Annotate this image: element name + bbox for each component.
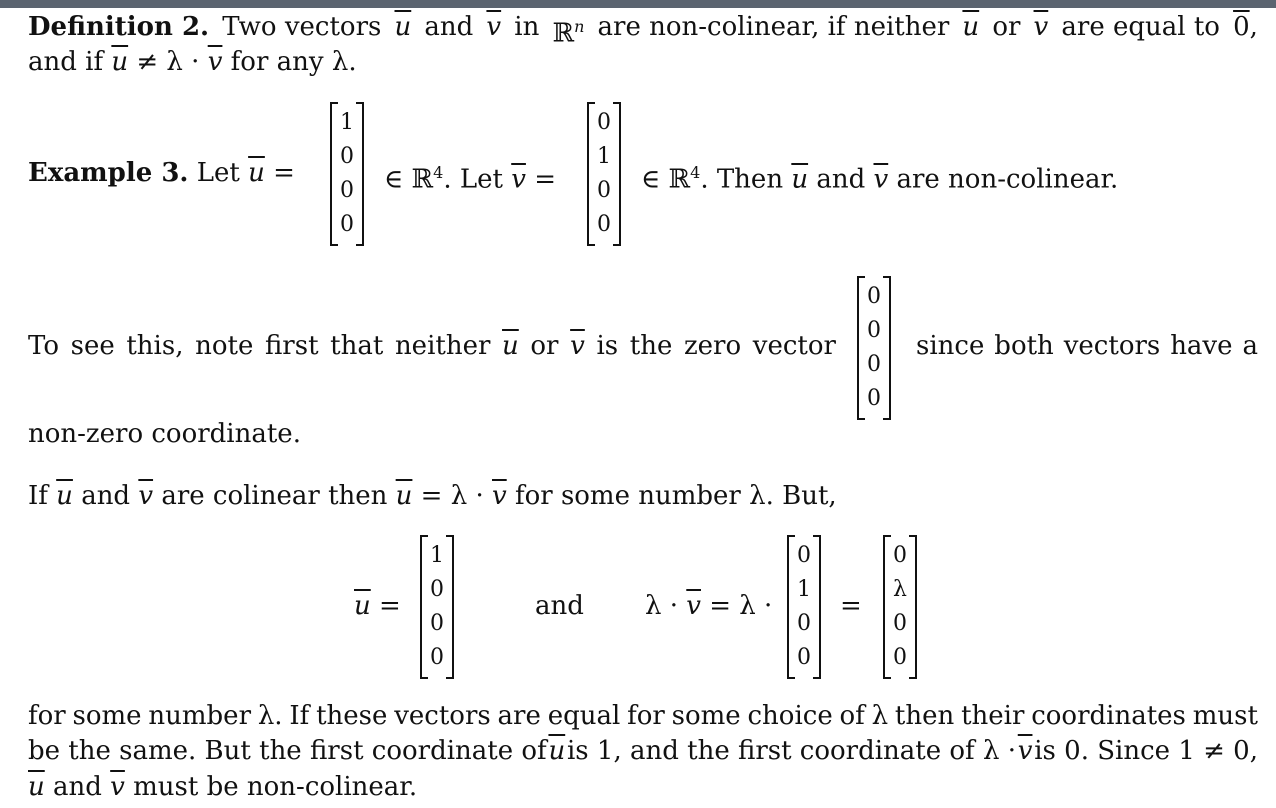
definition-text: Two vectors bbox=[222, 12, 382, 42]
closing-line-1: for some number λ. If these vectors are equal for some choice of λ then their coordinates must bbox=[28, 701, 1258, 731]
vector-v: $\overline{v}$ bbox=[207, 47, 223, 77]
real-space-rn: ℝ$^n$ bbox=[552, 17, 585, 49]
vector-u: $\overline{u}$ bbox=[56, 481, 73, 511]
vector-v: $\overline{v}$ bbox=[138, 481, 154, 511]
vector-u: $\overline{u}$ bbox=[395, 481, 413, 511]
vector-u: $\overline{u}$ bbox=[394, 12, 412, 42]
definition-text: are equal to bbox=[1061, 12, 1220, 42]
see-line-next: non-zero coordinate. bbox=[28, 419, 301, 449]
definition-line-2: and if $\overline{u} \ne \lambda \cdot \overline{v}$ for any λ. bbox=[28, 47, 357, 77]
zero-vector: 0 bbox=[1233, 12, 1250, 42]
definition-line-1: Definition 2. Two vectors $\overline{u}$ and $\overline{v}$ in ℝ$^n$ are non-colinear, if neither $\overline{u}$ or $\overline{v}$ are equal to 0, bbox=[28, 12, 1258, 49]
example-label: Example 3. bbox=[28, 158, 189, 188]
definition-text: or bbox=[992, 12, 1021, 42]
vector-u: $\overline{u}$ bbox=[962, 12, 980, 42]
vector-v: $\overline{v}$ bbox=[1017, 736, 1033, 766]
display-eq: = bbox=[840, 591, 862, 621]
example-middle: ∈ ℝ$^4$. Let $\overline{v}$ = bbox=[384, 163, 556, 195]
vector-u: $\overline{u}$ bbox=[791, 164, 809, 195]
vector-u: $\overline{u}$ bbox=[28, 772, 45, 802]
display-lambda-v: $\lambda \cdot \overline{v} = \lambda$ · bbox=[645, 591, 773, 621]
vector-u: $\overline{u}$ bbox=[354, 591, 371, 621]
definition-text: in bbox=[514, 12, 540, 42]
example-label-group: Example 3. Let $\overline{u}$ = bbox=[28, 158, 295, 188]
see-line-right: since both vectors have a bbox=[916, 331, 1258, 361]
vector-u: $\overline{u}$ bbox=[111, 47, 129, 77]
colinear-line: If $\overline{u}$ and $\overline{v}$ are colinear then $\overline{u} = \lambda \cdot \overline{v}$ for some number λ. But, bbox=[28, 481, 837, 511]
vector-v: $\overline{v}$ bbox=[486, 12, 502, 42]
display-matrix-lambda-v: 0 λ 0 0 bbox=[883, 535, 917, 679]
display-matrix-v: 0 1 0 0 bbox=[787, 535, 821, 679]
definition-text: are non-colinear, if neither bbox=[597, 12, 950, 42]
closing-line-2: be the same. But the first coordinate of $\overline{u}$ is 1, and the first coordinate of λ · $\overline{v}$ is 0. Since 1 ≠ 0, bbox=[28, 736, 1258, 766]
vector-v: $\overline{v}$ bbox=[570, 331, 585, 361]
vector-v: $\overline{v}$ bbox=[873, 164, 889, 195]
see-line-left: To see this, note first that neither $\overline{u}$ or $\overline{v}$ is the zero vector bbox=[28, 331, 836, 361]
window-top-bar bbox=[0, 0, 1276, 8]
display-matrix-u: 1 0 0 0 bbox=[420, 535, 454, 679]
definition-label: Definition 2. bbox=[28, 12, 210, 42]
display-u-eq: $\overline{u}$ = bbox=[354, 591, 401, 621]
vector-v: $\overline{v}$ bbox=[511, 164, 526, 195]
closing-line-3: $\overline{u}$ and $\overline{v}$ must be non-colinear. bbox=[28, 772, 418, 802]
vector-v: $\overline{v}$ bbox=[686, 591, 701, 621]
matrix-u: 1 0 0 0 bbox=[330, 102, 364, 246]
vector-v: $\overline{v}$ bbox=[110, 772, 125, 802]
vector-u: $\overline{u}$ bbox=[502, 331, 519, 361]
example-conclusion: ∈ ℝ$^4$. Then $\overline{u}$ and $\overline{v}$ are non-colinear. bbox=[641, 163, 1119, 195]
matrix-zero: 0 0 0 0 bbox=[857, 276, 891, 420]
display-and: and bbox=[535, 591, 584, 621]
definition-text: and bbox=[424, 12, 474, 42]
vector-u: $\overline{u}$ bbox=[548, 736, 566, 766]
matrix-v: 0 1 0 0 bbox=[587, 102, 621, 246]
vector-u: $\overline{u}$ bbox=[248, 158, 265, 188]
vector-v: $\overline{v}$ bbox=[1033, 12, 1049, 42]
vector-v: $\overline{v}$ bbox=[492, 481, 507, 511]
